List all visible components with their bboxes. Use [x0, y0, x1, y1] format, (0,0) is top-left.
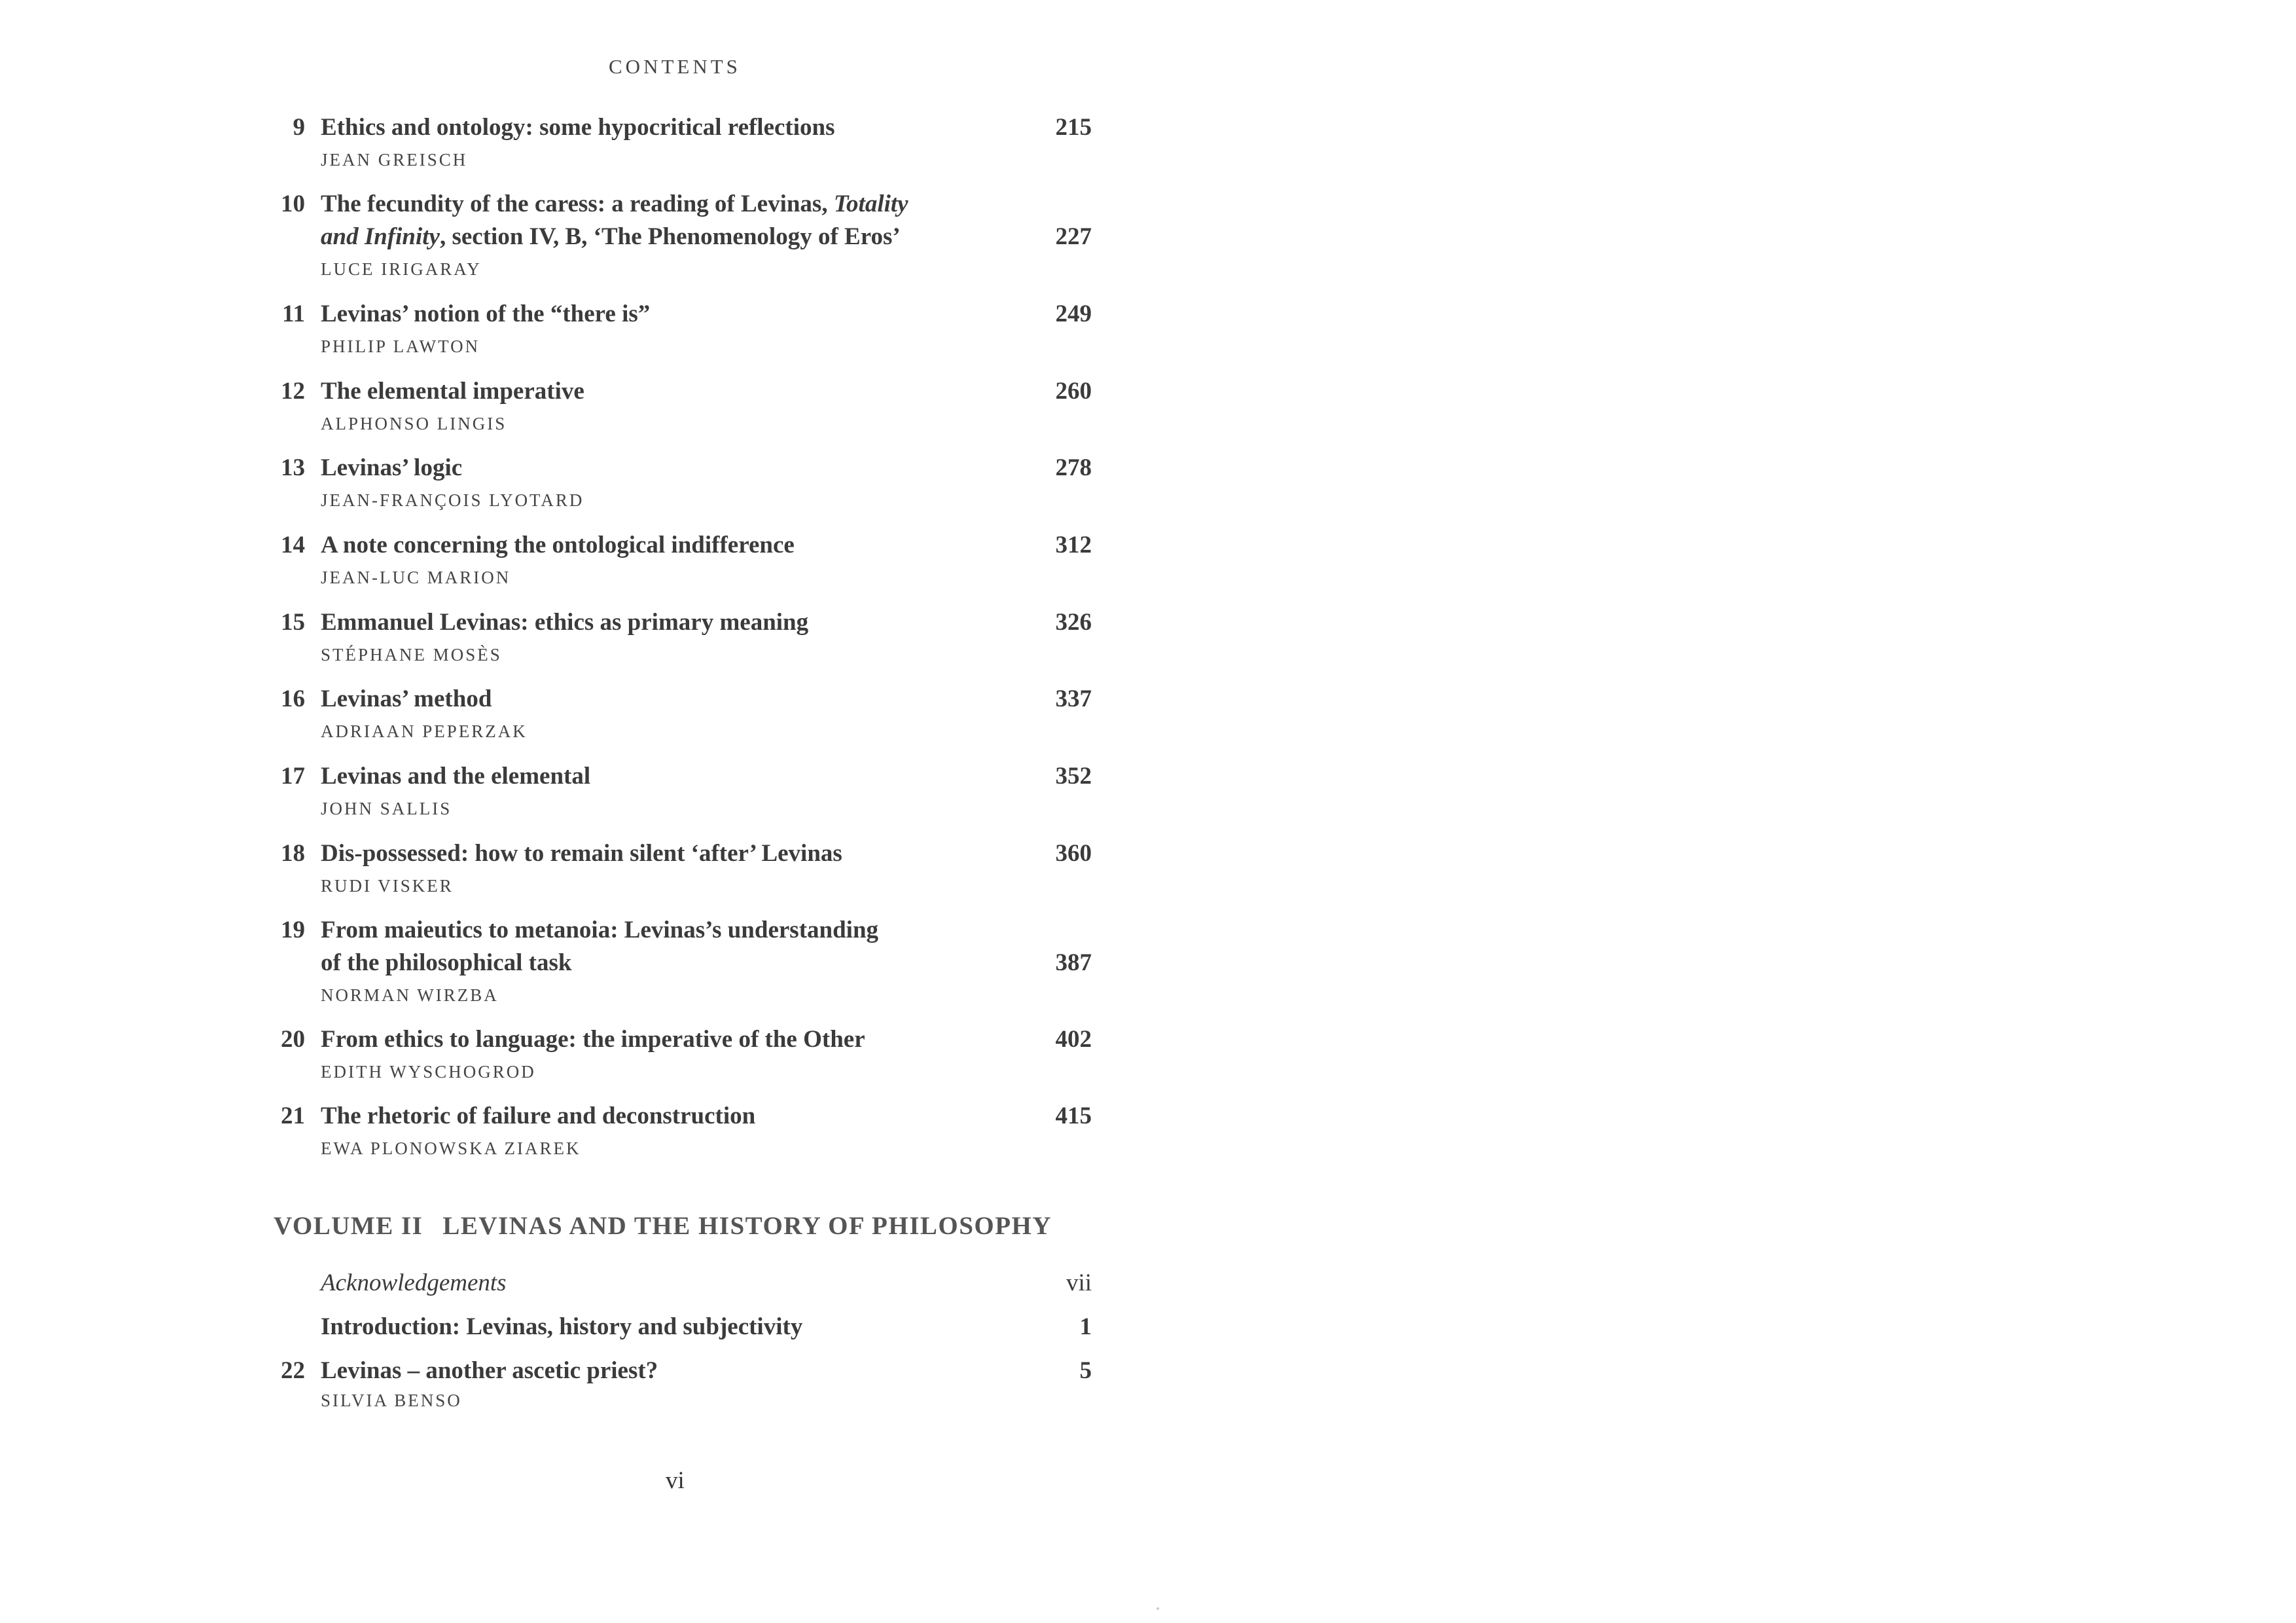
chapter-title-line-1: From maieutics to metanoia: Levinas’s understanding [321, 917, 879, 943]
chapter-number: 20 [281, 1026, 305, 1053]
chapter-author: JEAN-LUC MARION [321, 568, 511, 587]
page-number: 387 [1055, 949, 1092, 976]
chapter-title: Levinas – another ascetic priest? [321, 1357, 658, 1384]
chapter-author: SILVIA BENSO [321, 1391, 462, 1410]
title-text: The fecundity of the caress: a reading of Levinas, [321, 191, 828, 217]
chapter-author: EDITH WYSCHOGROD [321, 1062, 536, 1082]
footer-page-number: vi [666, 1467, 685, 1494]
chapter-author: JEAN-FRANÇOIS LYOTARD [321, 490, 584, 510]
page-number: 215 [1055, 114, 1092, 141]
volume-heading [274, 1211, 1052, 1241]
chapter-number: 10 [281, 191, 305, 217]
chapter-title: The rhetoric of failure and deconstruction [321, 1103, 756, 1129]
chapter-author: PHILIP LAWTON [321, 337, 480, 356]
volume-title: LEVINAS AND THE HISTORY OF PHILOSOPHY [442, 1212, 1052, 1240]
chapter-title: Ethics and ontology: some hypocritical reflections [321, 114, 835, 141]
page-number: 352 [1055, 763, 1092, 790]
chapter-title-line-1 [321, 188, 908, 221]
acknowledgements-title: Acknowledgements [321, 1269, 507, 1296]
chapter-author: RUDI VISKER [321, 876, 454, 896]
page-number: 1 [1079, 1313, 1092, 1340]
volume-label: VOLUME II [274, 1212, 423, 1240]
page-number: vii [1066, 1269, 1092, 1296]
page-number: 312 [1055, 532, 1092, 558]
page-number: 278 [1055, 454, 1092, 481]
page-number: 227 [1055, 223, 1092, 250]
chapter-author: ALPHONSO LINGIS [321, 414, 507, 433]
chapter-author: STÉPHANE MOSÈS [321, 645, 502, 665]
title-italic: and Infinity [321, 223, 440, 250]
chapter-author: ADRIAAN PEPERZAK [321, 721, 528, 741]
title-italic: Totality [833, 191, 908, 217]
page-number: 326 [1055, 609, 1092, 636]
chapter-title: A note concerning the ontological indifference [321, 532, 795, 558]
title-text: , section IV, B, ‘The Phenomenology of Eros’ [439, 223, 901, 250]
page-number: 5 [1079, 1357, 1092, 1384]
chapter-number: 13 [281, 454, 305, 481]
chapter-title: Levinas’ method [321, 685, 492, 712]
chapter-number: 14 [281, 532, 305, 558]
page-number: 402 [1055, 1026, 1092, 1053]
chapter-author: EWA PLONOWSKA ZIAREK [321, 1139, 581, 1158]
chapter-number: 22 [281, 1357, 305, 1384]
introduction-title: Introduction: Levinas, history and subjectivity [321, 1313, 803, 1340]
chapter-number: 15 [281, 609, 305, 636]
page-header: CONTENTS [609, 55, 741, 78]
chapter-number: 21 [281, 1103, 305, 1129]
chapter-author: LUCE IRIGARAY [321, 259, 482, 279]
chapter-number: 12 [281, 378, 305, 405]
chapter-title: Levinas’ notion of the “there is” [321, 301, 651, 327]
scan-speck [1157, 1607, 1159, 1610]
chapter-title: Dis-possessed: how to remain silent ‘after’ Levinas [321, 840, 842, 867]
chapter-number: 17 [281, 763, 305, 790]
chapter-title: From ethics to language: the imperative of the Other [321, 1026, 865, 1053]
page-number: 415 [1055, 1103, 1092, 1129]
page-number: 249 [1055, 301, 1092, 327]
page-number: 260 [1055, 378, 1092, 405]
chapter-title-line-2 [321, 221, 901, 253]
chapter-number: 11 [282, 301, 305, 327]
chapter-author: JOHN SALLIS [321, 799, 452, 818]
page-number: 337 [1055, 685, 1092, 712]
chapter-title: The elemental imperative [321, 378, 584, 405]
chapter-number: 16 [281, 685, 305, 712]
chapter-title: Levinas and the elemental [321, 763, 591, 790]
chapter-author: JEAN GREISCH [321, 150, 468, 170]
page-number: 360 [1055, 840, 1092, 867]
chapter-author: NORMAN WIRZBA [321, 985, 499, 1005]
chapter-number: 19 [281, 917, 305, 943]
chapter-number: 9 [293, 114, 305, 141]
chapter-title-line-2: of the philosophical task [321, 949, 572, 976]
chapter-title: Levinas’ logic [321, 454, 463, 481]
chapter-number: 18 [281, 840, 305, 867]
chapter-title: Emmanuel Levinas: ethics as primary meaning [321, 609, 809, 636]
